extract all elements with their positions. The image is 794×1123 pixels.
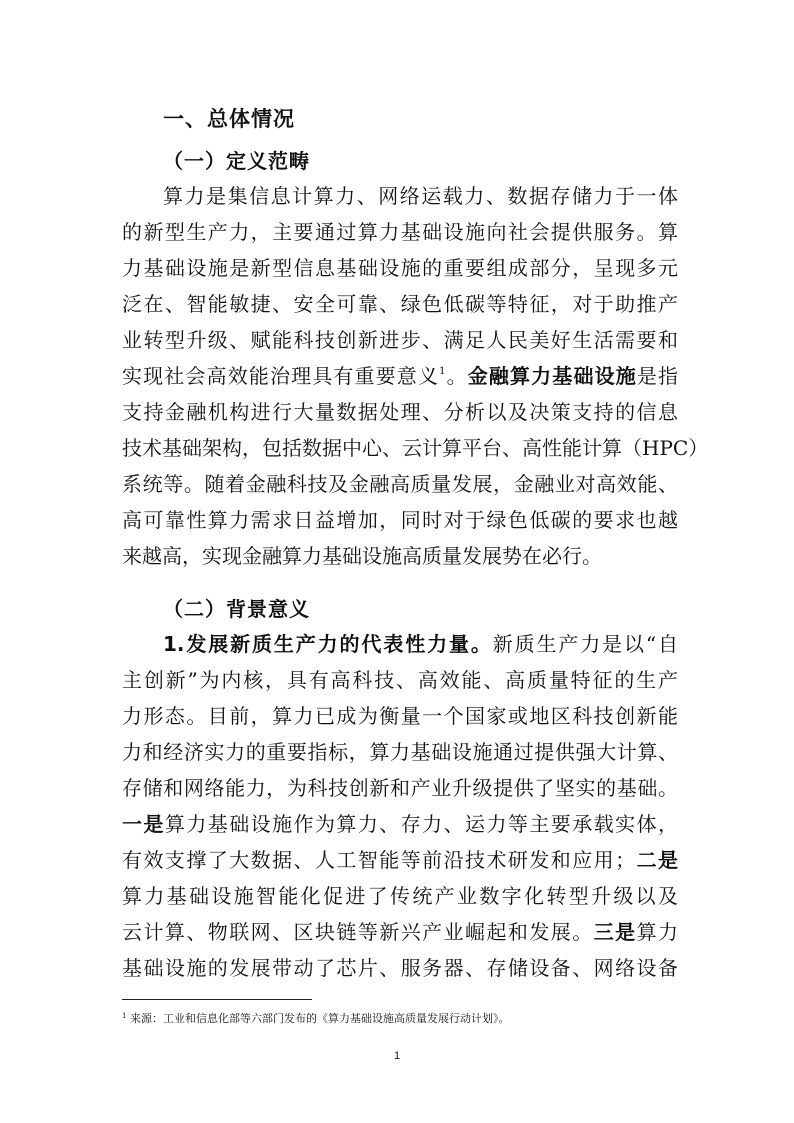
bold-lead: 1.发展新质生产力的代表性力量。 (163, 632, 493, 656)
paragraph-line: 算力基础设施智能化促进了传统产业数字化转型升级以及 (122, 884, 678, 908)
text-run: 新质生产力是以“自 (492, 632, 679, 656)
bold-lead: 一是 (122, 812, 165, 836)
paragraph-line: 泛在、智能敏捷、安全可靠、绿色低碳等特征，对于助推产 (122, 292, 678, 316)
heading-overview: 一、总体情况 (163, 107, 295, 131)
footnote (122, 1012, 509, 1026)
heading-definition: （一）定义范畴 (163, 149, 310, 173)
bold-term: 金融算力基础设施 (467, 364, 637, 388)
paragraph-line: 主创新”为内核，具有高科技、高效能、高质量特征的生产 (122, 668, 678, 692)
text-run: 算力 (636, 920, 679, 944)
paragraph-line: 来越高，实现金融算力基础设施高质量发展势在必行。 (122, 544, 602, 568)
paragraph-line: 系统等。随着金融科技及金融高质量发展，金融业对高效能、 (122, 472, 678, 496)
paragraph-line (122, 362, 678, 390)
text-run: 云计算、物联网、区块链等新兴产业崛起和发展。 (122, 920, 594, 944)
text-run: 是指 (636, 364, 679, 388)
paragraph-line: 的新型生产力，主要通过算力基础设施向社会提供服务。算 (122, 220, 678, 244)
text-run: 实现社会高效能治理具有重要意义 (122, 364, 440, 388)
paragraph-line: 高可靠性算力需求日益增加，同时对于绿色低碳的要求也越 (122, 508, 678, 532)
bold-lead: 三是 (593, 920, 637, 944)
paragraph-line: 基础设施的发展带动了芯片、服务器、存储设备、网络设备 (122, 956, 678, 980)
text-run: 。 (445, 364, 468, 388)
text-run: 算力基础设施作为算力、存力、运力等主要承载实体， (164, 812, 679, 836)
paragraph-line: 技术基础架构，包括数据中心、云计算平台、高性能计算（HPC） (122, 436, 709, 460)
paragraph-line: 力形态。目前，算力已成为衡量一个国家或地区科技创新能 (122, 704, 678, 728)
paragraph-line (122, 810, 678, 838)
paragraph-line (122, 918, 678, 946)
bold-lead: 二是 (635, 848, 679, 872)
paragraph-line (163, 630, 678, 658)
paragraph-line: 力基础设施是新型信息基础设施的重要组成部分，呈现多元 (122, 256, 678, 280)
paragraph-line: 存储和网络能力，为科技创新和产业升级提供了坚实的基础。 (122, 776, 678, 800)
footnote-mark: 1 (122, 1012, 127, 1020)
paragraph-line: 算力是集信息计算力、网络运载力、数据存储力于一体 (163, 184, 678, 208)
footnote-reference: 1 (439, 366, 446, 377)
paragraph-line: 业转型升级、赋能科技创新进步、满足人民美好生活需要和 (122, 328, 678, 352)
paragraph-line (122, 846, 678, 874)
footnote-separator (122, 999, 312, 1000)
paragraph-line: 支持金融机构进行大量数据处理、分析以及决策支持的信息 (122, 400, 678, 424)
page-number: 1 (393, 1050, 401, 1062)
footnote-text: 来源：工业和信息化部等六部门发布的《算力基础设施高质量发展行动计划》。 (129, 1012, 510, 1025)
text-run: 有效支撑了大数据、人工智能等前沿技术研发和应用； (122, 848, 636, 872)
paragraph-line: 力和经济实力的重要指标，算力基础设施通过提供强大计算、 (122, 740, 678, 764)
heading-background: （二）背景意义 (163, 597, 310, 621)
